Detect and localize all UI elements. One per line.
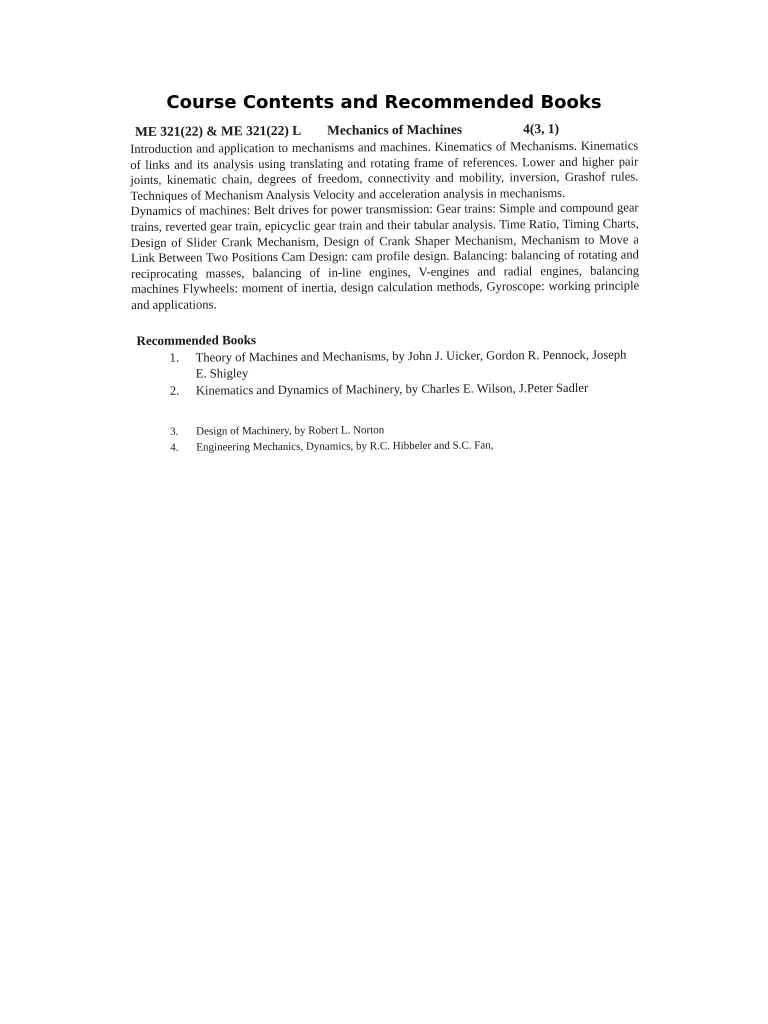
book-number: 1. bbox=[169, 350, 180, 365]
recommended-books-heading: Recommended Books bbox=[136, 331, 257, 348]
course-description-dynamics: Dynamics of machines: Belt drives for power transmission: Gear trains: Simple and compound gear trains, reverted gear train, epicyclic gear train and their tabular analysis. Time Ratio, Timing Charts, Design of Slider Crank Mechanism, Design of Crank Shaper Mechanism, Mechanism to Move a Link Between Two Positions Cam Design: cam profile design. Balancing: balancing of rotating and reciprocating masses, balancing of in-line engines, V-engines and radial engines, balancing machines Flywheels: moment of inertia, design calculation methods, Gyroscope: working principle and applications. bbox=[130, 200, 640, 312]
course-credits: 4(3, 1) bbox=[523, 121, 560, 137]
book-number: 2. bbox=[169, 383, 180, 398]
list-item bbox=[132, 379, 640, 399]
recommended-books-list bbox=[132, 346, 640, 399]
list-item bbox=[132, 346, 640, 382]
course-name: Mechanics of Machines bbox=[327, 121, 463, 138]
book-title: Design of Machinery, by Robert L. Norton bbox=[196, 423, 385, 438]
book-number: 4. bbox=[170, 441, 179, 454]
course-header bbox=[135, 118, 638, 142]
book-title: Kinematics and Dynamics of Machinery, by Charles E. Wilson, J.Peter Sadler bbox=[195, 380, 589, 398]
course-code: ME 321(22) & ME 321(22) L bbox=[135, 122, 302, 139]
book-title: Theory of Machines and Mechanisms, by John J. Uicker, Gordon R. Pennock, Joseph E. Shigley bbox=[195, 347, 627, 381]
page-title: Course Contents and Recommended Books bbox=[166, 92, 602, 113]
book-title: Engineering Mechanics, Dynamics, by R.C. Hibbeler and S.C. Fan, bbox=[196, 439, 494, 454]
book-number: 3. bbox=[170, 425, 179, 438]
additional-books-list bbox=[132, 421, 640, 456]
list-item bbox=[132, 437, 640, 456]
course-description-kinematics: Introduction and application to mechanisms and machines. Kinematics of Mechanisms. Kinematics of links and its analysis using translating and rotating frame of references. Lower and higher pair joints, kinematic chain, degrees of freedom, connectivity and mobility, inversion, Grashof rules. Techniques of Mechanism Analysis Velocity and acceleration analysis in mechanisms. bbox=[130, 138, 639, 203]
scanned-content bbox=[130, 118, 640, 456]
